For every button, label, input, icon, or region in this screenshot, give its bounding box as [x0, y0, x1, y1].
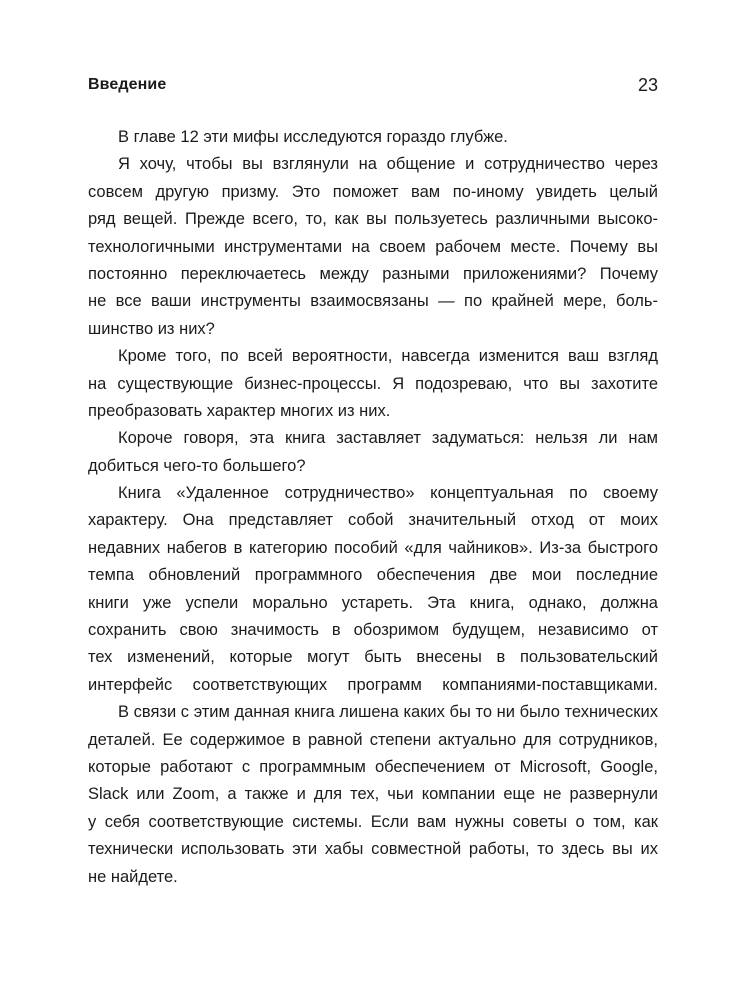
text-line: Я хочу, чтобы вы взглянули на общение и сотрудничество через: [118, 155, 658, 174]
text-line: книги уже успели морально устареть. Эта книга, однако, должна: [88, 593, 658, 612]
text-line: не все ваши инструменты взаимосвязаны — по крайней мере, боль-: [88, 292, 658, 311]
text-line: добиться чего-то большего?: [88, 456, 306, 475]
text-line: технологичными инструментами на своем рабочем месте. Почему вы: [88, 237, 658, 256]
text-line: Короче говоря, эта книга заставляет задуматься: нельзя ли нам: [118, 429, 658, 448]
text-line: технически использовать эти хабы совместной работы, то здесь вы их: [88, 840, 658, 859]
text-line: не найдете.: [88, 867, 178, 886]
text-line: которые работают с программным обеспечением от Microsoft, Google,: [88, 757, 658, 776]
paragraph-3: [88, 343, 658, 425]
text-line: характеру. Она представляет собой значительный отход от моих: [88, 511, 658, 530]
text-line: у себя соответствующие системы. Если вам нужны советы о том, как: [88, 812, 658, 831]
text-line: постоянно переключаетесь между разными приложениями? Почему: [88, 264, 658, 283]
text-line: Книга «Удаленное сотрудничество» концептуальная по своему: [118, 484, 658, 503]
text-line: ряд вещей. Прежде всего, то, как вы пользуетесь различными высоко-: [88, 210, 658, 229]
text-line: деталей. Ее содержимое в равной степени актуально для сотрудников,: [88, 730, 658, 749]
text-line: Кроме того, по всей вероятности, навсегда изменится ваш взгляд: [118, 347, 658, 366]
text-line: В связи с этим данная книга лишена каких бы то ни было технических: [118, 703, 658, 722]
text-line: интерфейс соответствующих программ компаниями-поставщиками.: [88, 675, 658, 694]
paragraph-1: [88, 124, 658, 151]
text-line: преобразовать характер многих из них.: [88, 401, 391, 420]
paragraph-5: [88, 480, 658, 699]
text-line: совсем другую призму. Это поможет вам по-иному увидеть целый: [88, 182, 658, 201]
paragraph-6: [88, 699, 658, 891]
text-line: Slack или Zoom, а также и для тех, чьи компании еще не развернули: [88, 785, 658, 804]
paragraph-2: [88, 151, 658, 343]
text-line: шинство из них?: [88, 319, 215, 338]
page-number: 23: [637, 75, 658, 95]
page-header: [88, 76, 658, 100]
text-line: недавних набегов в категорию пособий «для чайников». Из-за быстрого: [88, 538, 658, 557]
text-line: В главе 12 эти мифы исследуются гораздо глубже.: [118, 128, 508, 146]
text-line: сохранить свою значимость в обозримом будущем, независимо от: [88, 621, 658, 640]
running-title: Введение: [88, 76, 167, 93]
body-text: [88, 124, 658, 891]
text-line: темпа обновлений программного обеспечения две мои последние: [88, 566, 658, 585]
text-line: тех изменений, которые могут быть внесены в пользовательский: [88, 648, 658, 667]
paragraph-4: [88, 425, 658, 480]
text-line: на существующие бизнес-процессы. Я подозреваю, что вы захотите: [88, 374, 658, 393]
